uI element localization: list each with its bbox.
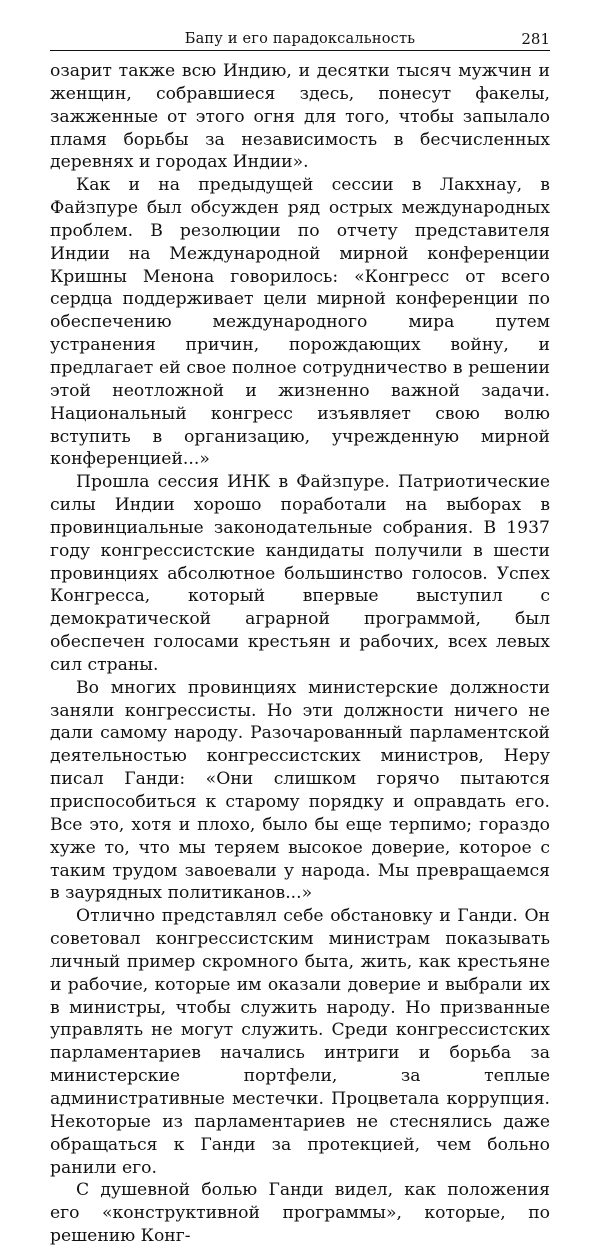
header-rule [50, 50, 550, 51]
running-title: Бапу и его парадоксальность [184, 31, 416, 47]
paragraph-continued: озарит также всю Индию, и десятки тысяч мужчин и женщин, собравшиеся здесь, понесут факелы, зажженные от этого огня для того, чтобы запылало пламя борьбы за независимость в бесчисленных деревнях и городах Индии». [50, 61, 550, 173]
paragraph: С душевной болью Ганди видел, как положения его «конструктивной программы», которые, по решению Конг- [50, 1180, 550, 1247]
page-header [50, 30, 550, 52]
paragraph: Во многих провинциях министерские должности заняли конгрессисты. Но эти должности ничего не дали самому народу. Разочарованный парламентской деятельностью конгрессистских министров, Неру писал Ганди: «Они слишком горячо пытаются приспособиться к старому порядку и оправдать его. Все это, хотя и плохо, было бы еще терпимо; гораздо хуже то, что мы теряем высокое доверие, которое с таким трудом завоевали у народа. Мы превращаемся в заурядных политиканов...» [50, 677, 550, 904]
paragraph: Отлично представлял себе обстановку и Ганди. Он советовал конгрессистским министрам показывать личный пример скромного быта, жить, как крестьяне и рабочие, которые им оказали доверие и выбрали их в министры, чтобы служить народу. Но призванные управлять не могут служить. Среди конгрессистских парламентариев начались интриги и борьба за министерские портфели, за теплые административные местечки. Процветала коррупция. Некоторые из парламентариев не стеснялись даже обращаться к Ганди за протекцией, чем больно ранили его. [50, 906, 550, 1178]
body-text [50, 60, 550, 1248]
paragraph: Как и на предыдущей сессии в Лакхнау, в Файзпуре был обсужден ряд острых международных проблем. В резолюции по отчету представителя Индии на Международной мирной конференции Кришны Менона говорилось: «Конгресс от всего сердца поддерживает цели мирной конференции по обеспечению международного мира путем устранения причин, порождающих войну, и предлагает ей свое полное сотрудничество в решении этой неотложной и жизненно важной задачи. Национальный конгресс изъявляет свою волю вступить в организацию, учрежденную мирной конференцией...» [50, 175, 550, 470]
page-number: 281 [521, 30, 550, 48]
paragraph: Прошла сессия ИНК в Файзпуре. Патриотические силы Индии хорошо поработали на выборах в провинциальные законодательные собрания. В 1937 году конгрессистские кандидаты получили в шести провинциях абсолютное большинство голосов. Успех Конгресса, который впервые выступил с демократической аграрной программой, был обеспечен голосами крестьян и рабочих, всех левых сил страны. [50, 472, 550, 675]
